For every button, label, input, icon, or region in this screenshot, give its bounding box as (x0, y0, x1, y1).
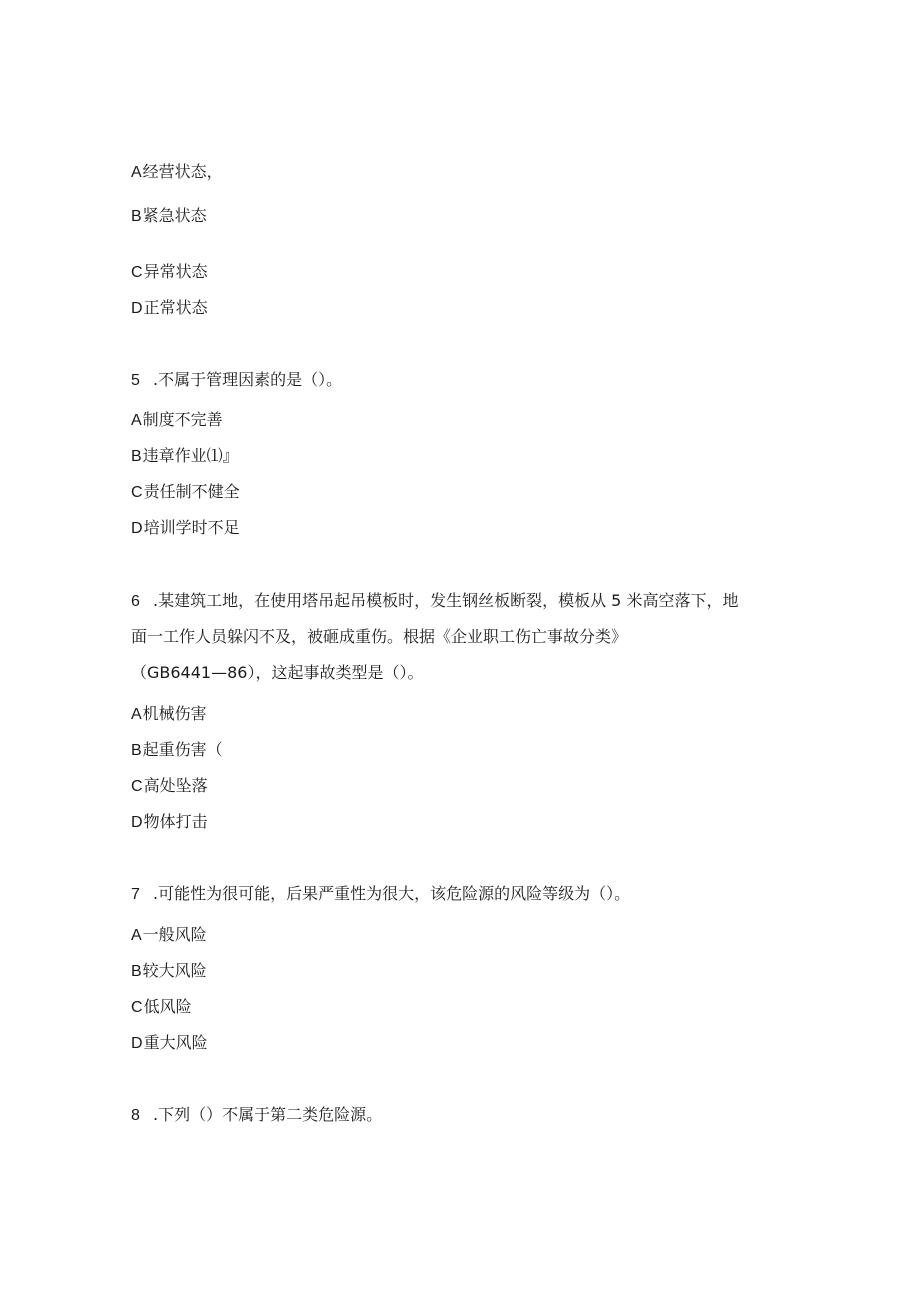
option-text: 紧急状态 (142, 206, 207, 225)
option-text: 制度不完善 (142, 410, 223, 429)
option-c (131, 262, 208, 283)
option-letter: D (131, 1035, 143, 1052)
option-b (131, 206, 207, 227)
option-letter: C (131, 264, 143, 281)
option-a (131, 925, 207, 946)
option-text: 低风险 (143, 997, 192, 1016)
option-c (131, 997, 192, 1018)
question-7 (131, 884, 630, 905)
option-text: 起重伤害（ (142, 740, 223, 759)
option-letter: C (131, 484, 143, 501)
option-letter: A (131, 164, 142, 181)
question-6-line3 (131, 663, 423, 683)
option-text: 正常状态 (143, 298, 208, 317)
question-number: 6 (131, 593, 140, 610)
option-letter: D (131, 300, 143, 317)
question-8 (131, 1105, 382, 1126)
question-text-line2: 面一工作人员躲闪不及，被砸成重伤。根据《企业职工伤亡事故分类》 (131, 627, 628, 646)
option-b (131, 961, 207, 982)
option-c (131, 776, 208, 797)
option-b (131, 740, 223, 761)
option-text: 异常状态 (143, 262, 208, 281)
option-letter: C (131, 999, 143, 1016)
option-text: 培训学时不足 (143, 518, 240, 537)
question-text-line1: .某建筑工地，在使用塔吊起吊模板时，发生钢丝板断裂，模板从 5 米高空落下，地 (153, 591, 739, 610)
question-text: .不属于管理因素的是（）。 (153, 370, 343, 389)
option-text: 责任制不健全 (143, 482, 240, 501)
option-a (131, 410, 223, 431)
option-d (131, 812, 208, 833)
option-letter: C (131, 778, 143, 795)
option-text: 机械伤害 (142, 704, 207, 723)
option-d (131, 298, 208, 319)
option-letter: B (131, 963, 142, 980)
option-b (131, 446, 239, 467)
option-a (131, 704, 207, 725)
option-letter: A (131, 412, 142, 429)
option-d (131, 518, 240, 539)
question-6 (131, 591, 738, 612)
option-text: 经营状态， (142, 162, 223, 181)
question-5 (131, 370, 342, 391)
question-number: 8 (131, 1107, 140, 1124)
option-letter: D (131, 814, 143, 831)
option-letter: B (131, 208, 142, 225)
option-text: 物体打击 (143, 812, 208, 831)
question-text: .可能性为很可能，后果严重性为很大，该危险源的风险等级为（）。 (153, 884, 631, 903)
option-d (131, 1033, 208, 1054)
option-letter: B (131, 448, 142, 465)
option-c (131, 482, 240, 503)
option-a (131, 162, 223, 183)
option-text: 较大风险 (142, 961, 207, 980)
question-number: 7 (131, 886, 140, 903)
option-text: 重大风险 (143, 1033, 208, 1052)
question-6-line2 (131, 627, 627, 647)
option-letter: D (131, 520, 143, 537)
option-letter: A (131, 927, 142, 944)
option-letter: B (131, 742, 142, 759)
question-number: 5 (131, 372, 140, 389)
option-letter: A (131, 706, 142, 723)
question-text-line3: （GB6441—86），这起事故类型是（）。 (131, 663, 424, 682)
option-text: 违章作业⑴』 (142, 446, 239, 465)
option-text: 高处坠落 (143, 776, 208, 795)
option-text: 一般风险 (142, 925, 207, 944)
question-text: .下列（）不属于第二类危险源。 (153, 1105, 383, 1124)
